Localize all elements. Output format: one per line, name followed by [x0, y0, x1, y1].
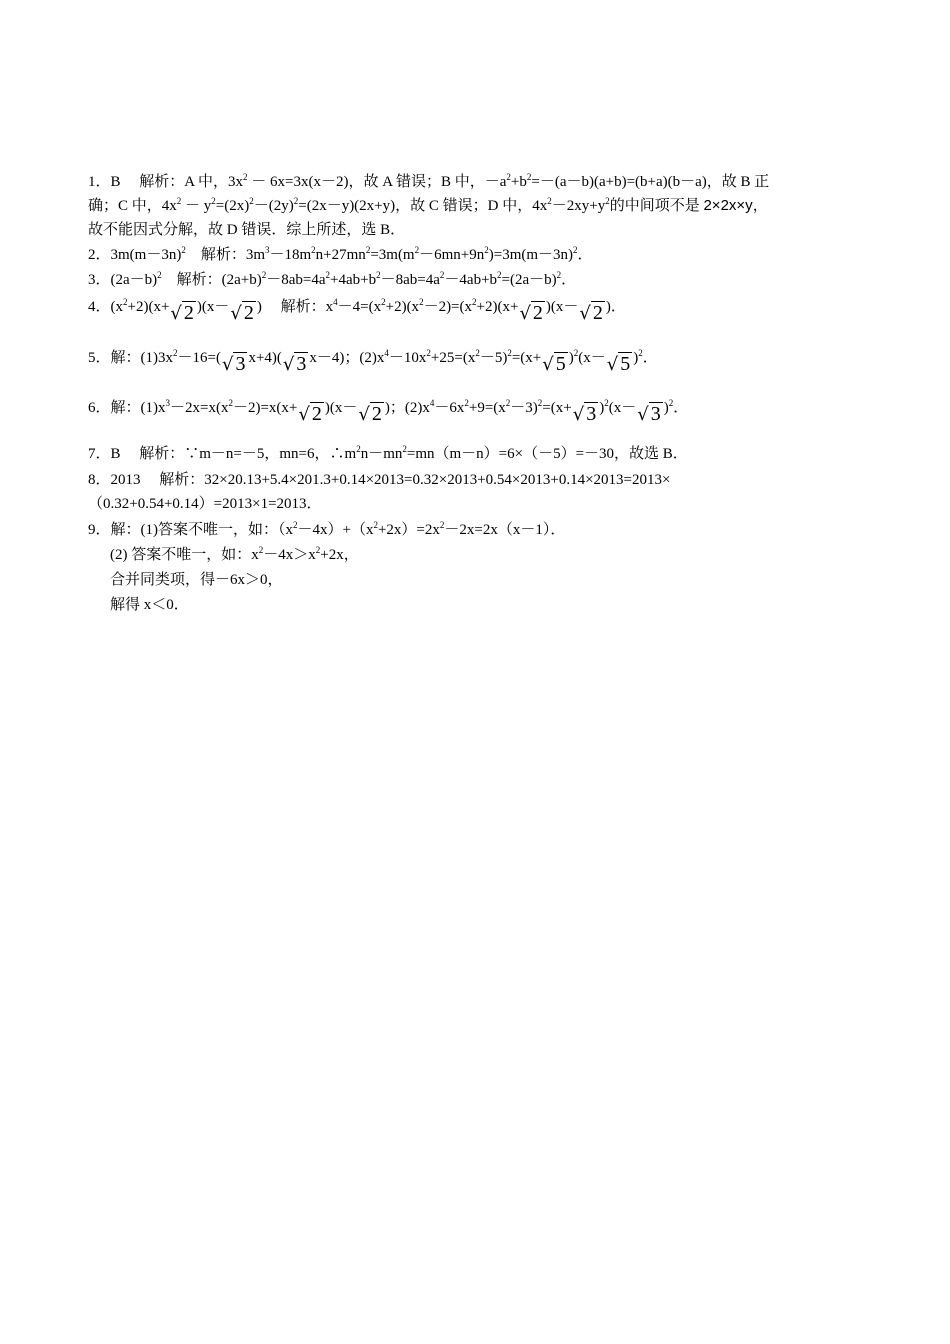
q8-line2: （0.32+0.54+0.14）=2013×1=2013． [88, 496, 322, 512]
q1-line1: 1．B 解析：A 中，$3x^2 - 6x=3x(x-2)$，故 A 错误；B 中，$-a^2+b^2=-(a-b)(a+b)=(b+a)(b-a)$，故 B 正 [88, 172, 770, 190]
sqrt-5-radical: √ 5 [606, 353, 631, 375]
q9-line1: 9．解：(1)答案不唯一，如：$(x^2-4x)+(x^2+2x)=2x^2-2x=2x(x-1)$． [88, 520, 566, 538]
q6-line: 6．解：$(1)x^3-2x=x(x^2-2)=x(x+√$ 2 )(x－√ 2 )；$(2)x^4-6x^2+9=(x^2-3)^2=(x+√$ 3 )$^2$(x－√ 3 )$^2$． [88, 398, 689, 425]
sqrt-3-radical: √ 3 [572, 403, 597, 425]
q4-line: 4．$(x^2+2)(x+√$ 2 )(x－√ 2 ) 解析：$x^4-4=(x^2+2)(x^2-2)=(x^2+2)(x+√$ 2 )(x－√ 2 )． [88, 297, 626, 324]
sqrt-2-radical: √ 2 [358, 403, 382, 425]
sqrt-3-radical: √ 3 [637, 403, 661, 425]
q1-line2: 确；C 中，$4x^2 - y^2=(2x)^2-(2y)^2=(2x-y)(2x+y)$，故 C 错误；D 中，$4x^2-2xy+y^2$的中间项不是 2×2x×y， [88, 196, 768, 214]
sqrt-3-radical: √ 3 [282, 353, 307, 375]
q8-line1: 8．2013 解析：32×20.13+5.4×201.3+0.14×2013=0.32×2013+0.54×2013+0.14×2013=2013× [88, 472, 671, 488]
sqrt-5-radical: √ 5 [542, 353, 566, 375]
q9-line3: 合并同类项，得－6x＞0， [110, 572, 283, 588]
sqrt-2-radical: √ 2 [230, 302, 254, 324]
q1-line3: 故不能因式分解，故 D 错误．综上所述，选 B． [88, 222, 406, 238]
q5-line: 5．解：$(1)3x^2-16=(√$ 3 x+4)(√ 3 x－4)；$(2)x^4-10x^2+25=(x^2-5)^2=(x+√$ 5 )$^2$(x－√ 5 )$^2$． [88, 348, 658, 375]
sqrt-2-radical: √ 2 [579, 302, 603, 324]
q9-line2: (2) 答案不唯一，如：$x^2-4x>x^2+2x$， [110, 545, 359, 563]
q9-line4: 解得 x＜0． [110, 597, 189, 613]
sqrt-3-radical: √ 3 [221, 353, 246, 375]
q3-line: 3．$(2a-b)^2$ 解析：$(2a+b)^2-8ab=4a^2+4ab+b^2-8ab=4a^2-4ab+b^2=(2a-b)^2$． [88, 270, 577, 288]
sqrt-2-radical: √ 2 [298, 403, 322, 425]
q2-line: 2．$3m(m-3n)^2$ 解析：$3m^3-18m^2n+27mn^2=3m(m^2-6mn+9n^2)=3m(m-3n)^2$． [88, 245, 593, 263]
sqrt-2-radical: √ 2 [170, 302, 194, 324]
sqrt-2-radical: √ 2 [519, 302, 543, 324]
q7-line: 7．B 解析：∵m－n=－5，mn=6，$\therefore m^2n-mn^2=mn(m-n)=6\times(-5)=-30$，故选 B． [88, 444, 688, 462]
